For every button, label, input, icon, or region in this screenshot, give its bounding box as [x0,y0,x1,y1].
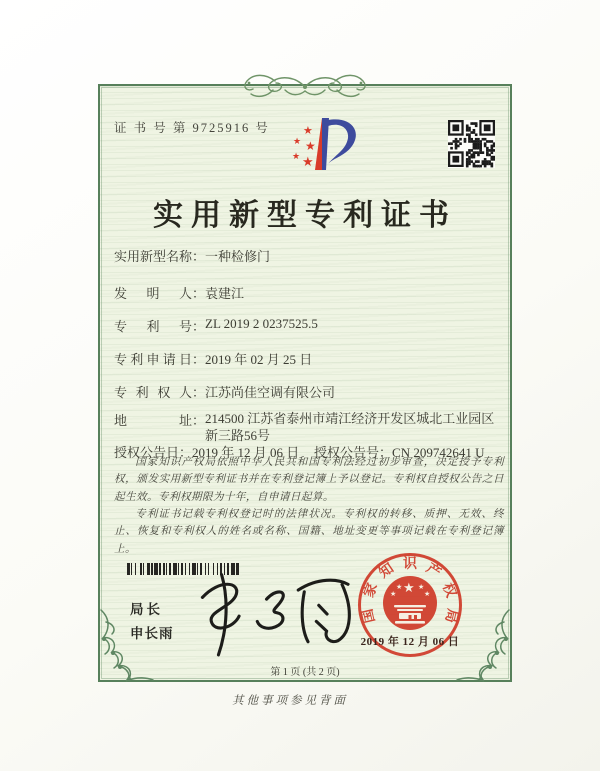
grant-date-value: 2019 年 12 月 06 日 [192,445,300,460]
grant-date-label: 授权公告日 [114,445,180,460]
director-title: 局长 [130,602,163,617]
svg-text:★: ★ [292,151,301,161]
footer-note: 其他事项参见背面 [232,695,348,707]
field-row-patentee: 专利权人 ： 江苏尚佳空调有限公司 [114,382,335,401]
certificate-number: 证 书 号 第 9725916 号 [114,121,270,135]
seal-char: 产 [423,561,444,582]
field-row-filing-date: 专利申请日 ： 2019 年 02 月 25 日 [114,349,312,368]
svg-text:★: ★ [424,590,431,598]
grant-row: 授权公告日：2019 年 12 月 06 日 授权公告号：CN 209742641 U [114,442,299,461]
legal-paragraph: 专利证书记载专利权登记时的法律状况。专利权的转移、质押、无效、终止、恢复和专利权人的姓名或名称、国籍、地址变更等事项记载在专利登记簿上。 [114,509,504,555]
svg-text:★: ★ [293,136,302,146]
grant-no-pair: 授权公告号：CN 209742641 U [314,445,485,460]
national-emblem-icon [382,574,438,632]
seal-char: 局 [441,606,460,624]
grant-no-value: CN 209742641 U [392,445,485,460]
page-indicator: 第 1 页 (共 2 页) [270,667,340,678]
svg-text:★: ★ [418,583,425,591]
field-row-patent-no: 专利号 ： ZL 2019 2 0237525.5 [114,316,318,334]
seal-char: 权 [439,581,459,601]
certificate-frame [98,84,512,682]
legal-paragraph: 国家知识产权局依照中华人民共和国专利法经过初步审查，决定授予专利权，颁发实用新型专利证书并在专利登记簿上予以登记。专利权自授权公告之日起生效。专利权期限为十年，自申请日起算。 [114,457,504,503]
field-value: 袁建江 [205,286,245,301]
legal-text [114,454,504,558]
seal-char: 识 [403,557,417,572]
field-label: 地址 [114,413,192,428]
field-label: 实用新型名称 [114,249,193,264]
field-label: 发明人 [114,286,192,301]
svg-text:★: ★ [403,580,415,595]
svg-text:★: ★ [302,154,314,169]
field-row-address: 地址 ： 214500 江苏省泰州市靖江经济开发区城北工业园区新三路56号 [114,410,504,444]
field-label: 专利申请日 [114,352,192,367]
svg-text:★: ★ [305,139,316,153]
field-value: 江苏尚佳空调有限公司 [205,385,336,400]
director-signature [187,565,355,661]
svg-text:★: ★ [396,583,403,591]
seal-char: 国 [360,606,379,624]
seal-char: 知 [376,561,397,582]
field-value: 214500 江苏省泰州市靖江经济开发区城北工业园区新三路56号 [205,411,495,444]
svg-text:★: ★ [390,590,397,598]
field-label: 专利权人 [114,385,192,400]
top-flourish-ornament [225,70,385,102]
field-value: ZL 2019 2 0237525.5 [205,316,318,331]
grant-no-label: 授权公告号 [314,445,380,460]
cnipa-logo-icon [290,108,366,180]
qr-code [448,120,495,168]
svg-text:★: ★ [303,125,313,137]
field-row-inventor: 发明人 ： 袁建江 [114,283,244,302]
seal-char: 家 [361,581,381,601]
certificate-title: 实用新型专利证书 [153,199,457,232]
seal-date: 2019 年 12 月 06 日 [360,636,460,648]
field-value: 2019 年 02 月 25 日 [205,352,313,367]
field-value: 一种检修门 [205,249,271,264]
field-label: 专利号 [114,319,192,334]
director-name: 申长雨 [130,626,174,641]
field-row-name: 实用新型名称 ： 一种检修门 [114,246,270,265]
